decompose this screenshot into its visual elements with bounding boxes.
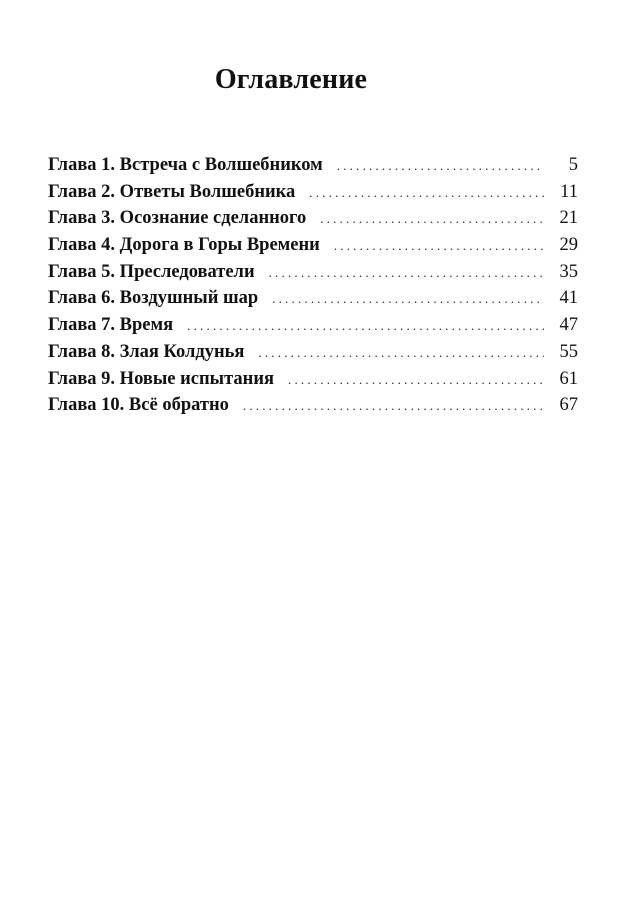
toc-entry-4 (48, 235, 578, 262)
page-title: Оглавление (214, 64, 368, 95)
toc-entry-9 (48, 369, 578, 396)
toc-entry-page-number: 47 (559, 315, 578, 336)
toc-entry-3 (48, 208, 578, 235)
toc-entry-label: Глава 8. Злая Колдунья (48, 341, 245, 362)
toc-entry-label: Глава 6. Воздушный шар (48, 288, 259, 309)
toc-entry-page-number: 41 (559, 288, 578, 309)
dot-leader (320, 211, 544, 227)
toc-entry-label: Глава 10. Всё обратно (48, 395, 229, 416)
dot-leader (288, 372, 544, 388)
toc-entry-page-number: 61 (559, 368, 578, 389)
toc-entry-7 (48, 315, 578, 342)
dot-leader (258, 345, 544, 361)
dot-leader (243, 398, 544, 414)
toc-entry-page-number: 55 (559, 341, 578, 362)
dot-leader (187, 318, 544, 334)
toc-entry-6 (48, 288, 578, 315)
toc-entry-page-number: 35 (559, 261, 578, 282)
toc-entry-label: Глава 7. Время (48, 315, 174, 336)
toc-entry-page-number: 11 (560, 181, 578, 202)
toc-entry-label: Глава 2. Ответы Волшебника (48, 181, 296, 202)
toc-entry-label: Глава 5. Преследователи (48, 261, 255, 282)
dot-leader (269, 265, 544, 281)
dot-leader (334, 238, 544, 254)
toc-entry-label: Глава 9. Новые испытания (48, 368, 274, 389)
toc-entry-8 (48, 342, 578, 369)
toc-entry-1 (48, 155, 578, 182)
table-of-contents (48, 155, 578, 422)
toc-entry-2 (48, 182, 578, 209)
toc-entry-label: Глава 4. Дорога в Горы Времени (48, 235, 320, 256)
dot-leader (309, 185, 544, 201)
toc-entry-label: Глава 1. Встреча с Волшебником (48, 155, 323, 175)
dot-leader (337, 158, 544, 174)
toc-entry-page-number: 29 (559, 235, 578, 256)
toc-entry-page-number: 67 (559, 395, 578, 416)
toc-entry-page-number: 21 (559, 208, 578, 229)
toc-entry-5 (48, 262, 578, 289)
toc-entry-label: Глава 3. Осознание сделанного (48, 208, 307, 229)
toc-entry-10 (48, 395, 578, 422)
dot-leader (272, 291, 544, 307)
toc-entry-page-number: 5 (568, 155, 578, 175)
